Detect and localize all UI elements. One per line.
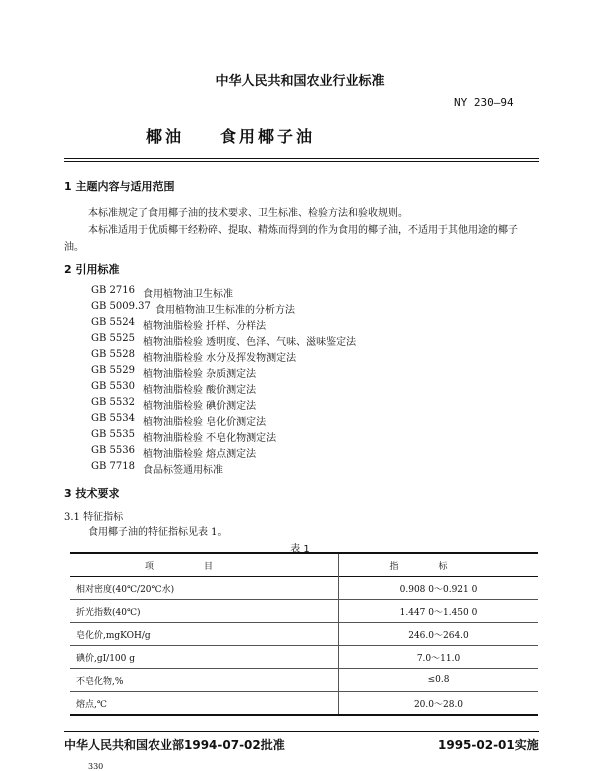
section-2-heading: 2 引用标准 (64, 263, 120, 276)
reference-title: 食用植物油卫生标准 (143, 289, 233, 300)
column-header-value: 指标 (339, 553, 539, 577)
document-title (146, 124, 315, 147)
approval-statement: 中华人民共和国农业部1994-07-02批准 (64, 738, 285, 752)
table-row (70, 646, 538, 669)
reference-code: GB 5532 (91, 397, 135, 408)
table-cell-value: ≤0.8 (339, 669, 539, 692)
table-row (70, 577, 538, 600)
header-divider (64, 158, 539, 159)
reference-title: 食品标签通用标准 (143, 465, 223, 476)
reference-title: 植物油脂检验 扦样、分样法 (143, 321, 267, 332)
section-3-heading: 3 技术要求 (64, 487, 120, 500)
footer-divider (64, 731, 539, 732)
table-intro-text: 食用椰子油的特征指标见表 1。 (88, 527, 228, 538)
table-caption: 表 1 (290, 544, 310, 555)
implementation-date: 1995-02-01实施 (438, 738, 539, 752)
reference-code: GB 5528 (91, 349, 135, 360)
section-1-heading: 1 主题内容与适用范围 (64, 180, 175, 193)
column-header-item: 项目 (144, 561, 263, 572)
table-row (70, 623, 538, 646)
table-cell-item: 碘价,gI/100 g (76, 653, 136, 664)
table-header-row (70, 553, 538, 577)
reference-title: 植物油脂检验 碘价测定法 (143, 401, 257, 412)
reference-code: GB 5535 (91, 429, 135, 440)
table-row (70, 669, 538, 692)
section-1-paragraph: 本标准规定了食用椰子油的技术要求、卫生标准、检验方法和验收规则。 (88, 208, 408, 219)
table-cell-item: 不皂化物,% (76, 676, 124, 687)
standard-category-title: 中华人民共和国农业行业标准 (215, 74, 385, 89)
reference-title: 植物油脂检验 杂质测定法 (143, 369, 257, 380)
reference-code: GB 5529 (91, 365, 135, 376)
subsection-3-1-heading: 3.1 特征指标 (64, 512, 124, 523)
table-cell-value: 20.0～28.0 (339, 692, 539, 716)
reference-title: 植物油脂检验 熔点测定法 (143, 449, 257, 460)
header-divider (64, 161, 539, 162)
table-cell-item: 折光指数(40℃) (76, 607, 141, 618)
reference-code: GB 7718 (91, 461, 135, 472)
table-cell-value: 1.447 0～1.450 0 (339, 600, 539, 623)
reference-code: GB 2716 (91, 285, 135, 296)
reference-title: 植物油脂检验 不皂化物测定法 (143, 433, 277, 444)
table-cell-value: 7.0～11.0 (339, 646, 539, 669)
reference-code: GB 5534 (91, 413, 135, 424)
table-row (70, 600, 538, 623)
table-cell-item: 相对密度(40℃/20℃水) (76, 584, 175, 595)
reference-title: 植物油脂检验 皂化价测定法 (143, 417, 267, 428)
reference-code: GB 5525 (91, 333, 135, 344)
reference-code: GB 5536 (91, 445, 135, 456)
page-number: 330 (88, 762, 104, 771)
reference-code: GB 5530 (91, 381, 135, 392)
reference-title: 植物油脂检验 透明度、色泽、气味、滋味鉴定法 (143, 337, 357, 348)
reference-code: GB 5009.37 (91, 301, 151, 312)
table-cell-value: 0.908 0～0.921 0 (339, 577, 539, 600)
table-cell-value: 246.0～264.0 (339, 623, 539, 646)
table-row (70, 692, 538, 716)
standard-code: NY 230—94 (454, 96, 514, 109)
characteristics-table (70, 552, 538, 716)
section-1-paragraph: 本标准适用于优质椰干经粉碎、提取、精炼而得到的作为食用的椰子油，不适用于其他用途的椰子 (88, 225, 518, 236)
table-cell-item: 熔点,℃ (76, 699, 107, 710)
document-title-full: 食用椰子油 (220, 127, 316, 146)
table-cell-item: 皂化价,mgKOH/g (76, 630, 151, 641)
reference-title: 植物油脂检验 水分及挥发物测定法 (143, 353, 297, 364)
section-1-paragraph: 油。 (64, 242, 84, 253)
reference-title: 食用植物油卫生标准的分析方法 (155, 305, 295, 316)
reference-title: 植物油脂检验 酸价测定法 (143, 385, 257, 396)
reference-code: GB 5524 (91, 317, 135, 328)
document-title-short: 椰油 (146, 127, 185, 146)
